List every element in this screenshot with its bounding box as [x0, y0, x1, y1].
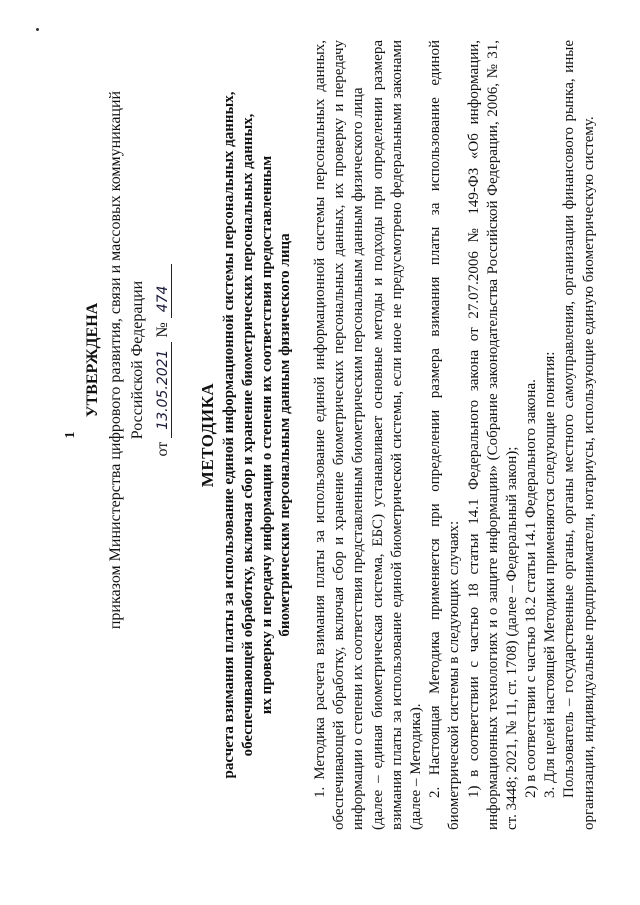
approval-heading: УТВЕРЖДЕНА [83, 302, 101, 418]
paragraph-1-continued: (далее – единая биометрическая система, ЕБС) устанавливает основные методы и подходы при определении размера взимания платы за использование единой биометрической системы, если иное не предусмотрено федеральными законами (далее – Методика). [369, 40, 424, 830]
paragraph-2: 2. Настоящая Методика применяется при определении размера взимания платы за использование единой биометрической системы в следующих случаях: [427, 40, 463, 830]
paragraph-3: 3. Для целей настоящей Методики применяются следующие понятия: [542, 351, 559, 798]
document-title [197, 40, 295, 830]
handwritten-number: 474 [155, 264, 172, 319]
handwritten-date: 13.05.2021 [155, 342, 172, 438]
paragraph-1: 1. Методика расчета взимания платы за использование единой информационной системы персональных данных, обеспечивающей обработку, включая сбор и хранение биометрических персональных данных, их проверку и передачу информации о степени их соответствия представленным биометрическим персональным данным физического лица [312, 40, 367, 830]
scan-speck [36, 28, 39, 31]
date-prefix: от [154, 441, 172, 457]
document-page [40, 12, 600, 892]
approval-line-ministry: приказом Министерства цифрового развития, связи и массовых коммуникаций [106, 90, 124, 630]
title-line: расчета взимания платы за использование единой информационной системы персональных данных, [221, 91, 238, 779]
title-line: биометрическим персональным данным физического лица [277, 233, 294, 637]
title-line: их проверку и передачу информации о степени их соответствия предоставленным [258, 155, 275, 715]
number-prefix: № [154, 322, 172, 338]
rotated-page-container [40, 12, 600, 892]
approval-date-line [152, 40, 175, 680]
page-number: 1 [63, 431, 78, 439]
list-item-1: 1) в соответствии с частью 18 статьи 14.1 Федерального закона от 27.07.2006 № 149-ФЗ «Об информации, информационных технологиях и о защите информации» (Собрание законодательства Российской Федерации, 2006, № 31, ст. 3448; 2021, № 11, ст. 1708) (далее – Федеральный закон); [465, 40, 520, 830]
title-main: МЕТОДИКА [197, 382, 217, 488]
list-item-2: 2) в соответствии с частью 18.2 статьи 14.1 Федерального закона. [523, 379, 540, 798]
approval-line-country: Российской Федерации [129, 280, 147, 440]
document-body [311, 40, 599, 830]
title-line: обеспечивающей обработку, включая сбор и хранение биометрических персональных данных, [239, 113, 256, 757]
definition-user: Пользователь – государственные органы, органы местного самоуправления, организации финансового рынка, иные организации, индивидуальные предприниматели, нотариусы, использующие единую биометрическую систему. [561, 40, 597, 830]
approval-block [82, 40, 175, 680]
